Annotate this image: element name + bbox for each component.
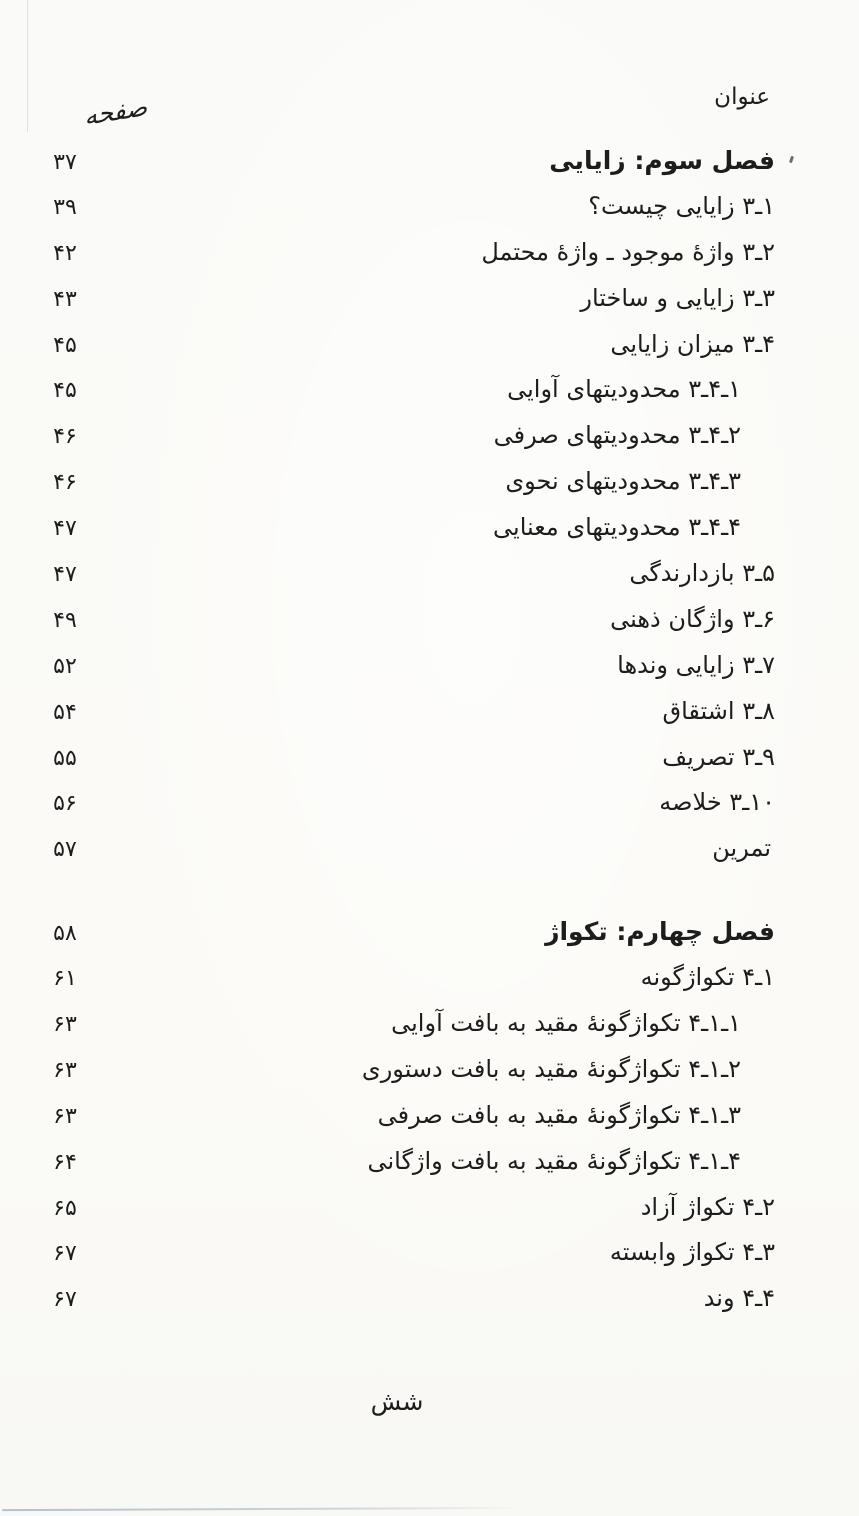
- toc-page-number: ۶۵: [53, 1195, 77, 1221]
- toc-page-number: ۳۷: [53, 150, 77, 175]
- toc-entry-label: ۱ـ۱ـ۴ تکواژگونۀ مقید به بافت آوایی: [391, 1009, 741, 1038]
- toc-entry-label: ۲ـ۱ـ۴ تکواژگونۀ مقید به بافت دستوری: [361, 1054, 741, 1083]
- toc-row: [42, 559, 775, 605]
- toc-page-number: ۶۷: [53, 1241, 77, 1267]
- toc-row: [42, 1284, 775, 1330]
- toc-row: [42, 1101, 775, 1147]
- toc-page-number: ۴۵: [53, 378, 77, 404]
- toc-row: [42, 1055, 775, 1101]
- toc-row: [42, 697, 775, 743]
- toc-page-number: ۴۳: [53, 286, 77, 312]
- toc-entry-label: ۲ـ۴ـ۳ محدودیتهای صرفی: [493, 421, 741, 450]
- toc-chapter-block: [42, 917, 775, 1330]
- toc-page-number: ۴۶: [53, 470, 77, 496]
- toc-row: [42, 1193, 775, 1239]
- toc-row: [42, 605, 775, 651]
- toc-row: [42, 743, 775, 789]
- toc-page-number: ۳۹: [53, 194, 77, 220]
- toc-entry-label: ۳ـ۴ـ۳ محدودیتهای نحوی: [505, 467, 741, 496]
- toc-row: [42, 788, 775, 834]
- toc-page-number: ۴۶: [53, 424, 77, 450]
- toc-entry-label: ۷ـ۳ زایایی وندها: [617, 650, 775, 679]
- toc-page-number: ۵۸: [53, 921, 77, 947]
- scanner-streak-artifact: [2, 1507, 522, 1511]
- toc-entry-label: ۸ـ۳ اشتقاق: [662, 696, 775, 725]
- toc-page-number: ۶۱: [53, 966, 77, 992]
- paper-edge-line: [27, 0, 28, 132]
- toc-row: [42, 330, 775, 376]
- toc-row: [42, 651, 775, 697]
- toc-chapter-block: [42, 146, 775, 880]
- toc-page-number: ۴۹: [53, 607, 77, 633]
- toc-entry-label: ۱۰ـ۳ خلاصه: [659, 788, 775, 817]
- toc-entry-label: ۲ـ۳ واژۀ موجود ـ واژۀ محتمل: [481, 237, 775, 266]
- toc-row: [42, 284, 775, 330]
- toc-page-number: ۶۷: [53, 1287, 77, 1313]
- toc-page-number: ۶۴: [53, 1149, 77, 1175]
- toc-row: [42, 1147, 775, 1193]
- toc-entry-label: ۴ـ۳ میزان زایایی: [610, 329, 775, 358]
- toc-page-number: ۶۳: [53, 1103, 77, 1129]
- toc-row: [42, 834, 775, 880]
- toc-page-number: ۵۷: [53, 837, 77, 863]
- toc-entry-label: ۲ـ۴ تکواژ آزاد: [640, 1192, 775, 1221]
- page-footer-number: شش: [370, 1387, 424, 1416]
- toc-column-header-page: صفحه: [83, 91, 148, 132]
- toc-page-number: ۵۶: [53, 791, 77, 817]
- toc-page-number: ۴۲: [53, 240, 77, 266]
- toc-entry-label: ۴ـ۴ وند: [703, 1284, 775, 1313]
- toc-row: [42, 421, 775, 467]
- scan-speck: [789, 156, 794, 164]
- toc-entry-label: ۳ـ۳ زایایی و ساختار: [580, 283, 775, 312]
- toc-row: [42, 467, 775, 513]
- toc-row: [42, 192, 775, 238]
- toc-row: [42, 1009, 775, 1055]
- toc-row: [42, 917, 775, 963]
- toc-entry-label: ۱ـ۴ـ۳ محدودیتهای آوایی: [507, 375, 741, 404]
- toc-entry-label: ۳ـ۱ـ۴ تکواژگونۀ مقید به بافت صرفی: [377, 1100, 741, 1129]
- toc-page-number: ۴۷: [53, 562, 77, 588]
- toc-entry-label: فصل سوم: زایایی: [549, 146, 775, 175]
- toc-page-number: ۵۲: [53, 653, 77, 679]
- toc-page-number: ۴۷: [53, 516, 77, 542]
- toc-entry-label: ۳ـ۴ تکواژ وابسته: [609, 1238, 775, 1267]
- toc-list: [42, 146, 775, 1330]
- toc-entry-label: ۱ـ۴ تکواژگونه: [640, 963, 775, 992]
- toc-row: [42, 238, 775, 284]
- toc-entry-label: تمرین: [712, 834, 771, 863]
- toc-row: [42, 513, 775, 559]
- toc-page-number: ۴۵: [53, 332, 77, 358]
- toc-entry-label: فصل چهارم: تکواژ: [545, 917, 775, 947]
- toc-row: [42, 963, 775, 1009]
- toc-entry-label: ۹ـ۳ تصریف: [662, 742, 775, 771]
- toc-page-number: ۶۳: [53, 1012, 77, 1038]
- toc-entry-label: ۵ـ۳ بازدارندگی: [629, 559, 775, 588]
- toc-row: [42, 146, 775, 192]
- toc-page-number: ۵۴: [53, 699, 77, 725]
- toc-row: [42, 1238, 775, 1284]
- toc-entry-label: ۶ـ۳ واژگان ذهنی: [610, 604, 775, 633]
- toc-row: [42, 375, 775, 421]
- toc-page-number: ۶۳: [53, 1057, 77, 1083]
- toc-column-header-title: عنوان: [714, 84, 770, 110]
- toc-entry-label: ۴ـ۱ـ۴ تکواژگونۀ مقید به بافت واژگانی: [367, 1146, 741, 1175]
- toc-entry-label: ۱ـ۳ زایایی چیست؟: [588, 191, 775, 220]
- toc-entry-label: ۴ـ۴ـ۳ محدودیتهای معنایی: [493, 513, 741, 542]
- toc-page-number: ۵۵: [53, 745, 77, 771]
